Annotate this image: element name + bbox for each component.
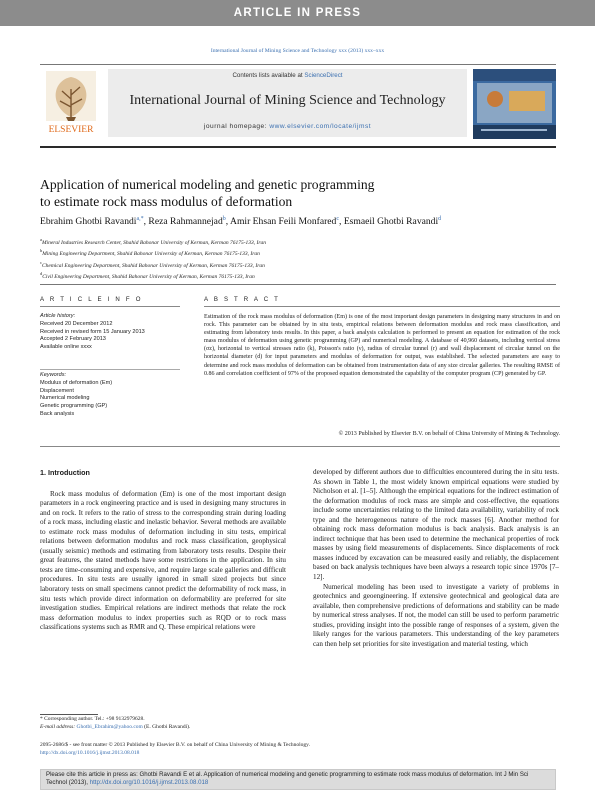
body-column-right xyxy=(313,468,559,649)
affiliation-item: $^b$Mining Engineering Department, Shahid Bahonar University of Kerman, Kerman 76175-133, Iran xyxy=(40,248,260,258)
footnote-rule xyxy=(40,714,98,715)
journal-cover-thumbnail[interactable] xyxy=(473,69,556,139)
affiliation-item: $^c$Chemical Engineering Department, Shahid Bahonar University of Kerman, Kerman 76175-133, Iran xyxy=(40,259,265,269)
journal-citation[interactable]: International Journal of Mining Science and Technology xxx (2013) xxx–xxx xyxy=(210,48,385,54)
homepage-link[interactable]: www.elsevier.com/locate/ijmst xyxy=(269,123,372,130)
abstract-heading-rule xyxy=(204,306,560,307)
author-marks[interactable]: b xyxy=(222,216,226,222)
citation-box xyxy=(40,769,556,790)
affiliation-item: $^d$Civil Engineering Department, Shahid Bahonar University of Kerman, Kerman 76175-133, Iran xyxy=(40,271,255,281)
keywords-label: Keywords: xyxy=(40,372,67,378)
author-name: Ebrahim Ghotbi Ravandi xyxy=(40,216,137,228)
keyword-item: Back analysis xyxy=(40,410,75,417)
sciencedirect-link[interactable]: ScienceDirect xyxy=(304,72,343,79)
affiliation-item: $^a$Mineral Industries Research Center, Shahid Bahonar University of Kerman, Kerman 76175-133, Iran xyxy=(40,237,267,246)
author-marks[interactable]: c xyxy=(336,216,340,222)
contents-line xyxy=(108,72,467,79)
article-title-line: to estimate rock mass modulus of deformation xyxy=(40,194,293,209)
body-column-left xyxy=(40,468,286,633)
author-name: Reza Rahmannejad xyxy=(148,216,223,228)
email-suffix: (E. Ghotbi Ravandi). xyxy=(142,723,191,730)
history-item: Received 20 December 2012 xyxy=(40,320,113,327)
history-item: Available online xxxx xyxy=(40,344,92,351)
email-line xyxy=(40,724,290,732)
corresponding-author-line: * Corresponding author. Tel.: +98 9132979628. xyxy=(40,716,145,722)
publisher-logo-text: ELSEVIER xyxy=(48,125,94,135)
keyword-item: Genetic programming (GP) xyxy=(40,403,108,410)
corresponding-author-footnote xyxy=(40,716,290,731)
article-info-heading: A R T I C L E I N F O xyxy=(40,296,143,303)
keywords-rule xyxy=(40,369,180,370)
issn-block xyxy=(40,742,340,757)
article-history xyxy=(40,313,180,352)
keyword-item: Modulus of deformation (Em) xyxy=(40,379,113,386)
affiliations-bottom-rule xyxy=(40,284,556,285)
body-paragraph: developed by different authors due to difficulties encountered during the in situ tests. As shown in Table 1, the most widely known empirical equations were studied by Nicholson et al. [1–5]. Although the empirical equations for the indirect estimation of the deformation modulus of rock mass are simple and cost-effective, the equations include some uncertainties relating to the limited data availability, variability of rock type and the heterogeneous nature of the rock masses [6]. Another method for obtaining rock mass deformation modulus is back analysis. Back analysis is an indirect technique that has been used to determine the mechanical properties of rock masses by using field measurements of displacements. Since displacements of rock masses induced by excavation can be measured easily and reliably, the displacement based on back analysis techniques have been always a research topic since 1970s [7–12]. xyxy=(313,468,559,582)
abstract-bottom-rule xyxy=(40,446,560,447)
history-label: Article history: xyxy=(40,313,76,319)
keyword-item: Displacement xyxy=(40,387,74,394)
issn-line: 2095-2686/$ - see front matter © 2013 Published by Elsevier B.V. on behalf of China University of Mining & Technology. xyxy=(40,742,310,748)
article-in-press-banner: ARTICLE IN PRESS xyxy=(0,0,595,26)
section-heading: 1. Introduction xyxy=(40,468,90,477)
email-label: E-mail address: xyxy=(40,723,77,730)
abstract-copyright: © 2013 Published by Elsevier B.V. on behalf of China University of Mining & Technology. xyxy=(338,431,560,437)
history-item: Accepted 2 February 2013 xyxy=(40,336,106,343)
header-top-rule xyxy=(40,64,556,65)
doi-link[interactable]: http://dx.doi.org/10.1016/j.ijmst.2013.08.018 xyxy=(40,749,140,756)
abstract-text: Estimation of the rock mass modulus of deformation (Em) is one of the most important design parameters in designing many structures in and on rock. This parameter can be obtained by in situ tests, empirical relations between deformation modulus and rock mass classification, and estimating from laboratory tests results. In this paper, a back analysis calculation is performed to present an equation for estimation of the rock mass modulus of deformation using genetic programming (GP) and numerical modeling. A database of 40,960 datasets, including vertical stress (σz), horizontal to vertical stresses ratio (k), Poisson's ratio (ν), radius of circular tunnel (r) and wall displacement of circular tunnel on the horizontal diameter (d) for input parameters and modulus of deformation for output, was established. The selected parameters are easy to determine and rock mass modulus of deformation can be obtained from instrumentation data of any size circular galleries. The resulting RMSE of 0.86 and correlation coefficient of 97% of the proposed equation demonstrated the capability of the computer program (CP) generated by GP. xyxy=(204,314,560,377)
citation-text: Please cite this article in press as: Ghotbi Ravandi E et al. Application of numerical modeling and genetic programming to estimate rock mass modulus of deformation. Int J Min Sci Technol (2013), xyxy=(46,771,529,787)
keyword-item: Numerical modeling xyxy=(40,395,90,402)
keywords xyxy=(40,372,180,419)
contents-prefix: Contents lists available at xyxy=(232,72,305,79)
author-name: Esmaeil Ghotbi Ravandi xyxy=(343,216,439,228)
article-info-rule xyxy=(40,306,180,307)
email-link[interactable]: Ghotbi_Ebrahim@yahoo.com xyxy=(76,723,143,730)
journal-header xyxy=(40,67,556,141)
journal-title: International Journal of Mining Science and Technology xyxy=(129,93,446,108)
article-title xyxy=(40,176,540,210)
author-list: Ebrahim Ghotbi Ravandi$^{a,*}$, Reza Rahmannejad$^b$, Amir Ehsan Feili Monfared$^c$, Esmaeil Ghotbi Ravandi$^d$ xyxy=(40,216,442,228)
abstract-heading: A B S T R A C T xyxy=(204,296,281,303)
homepage-prefix: journal homepage: xyxy=(203,123,270,130)
author-marks[interactable]: a,* xyxy=(136,216,144,222)
citation-doi-link[interactable]: http://dx.doi.org/10.1016/j.ijmst.2013.08.018 xyxy=(89,779,209,787)
author-name: Amir Ehsan Feili Monfared xyxy=(230,216,337,228)
header-bottom-rule xyxy=(40,146,556,148)
author-marks[interactable]: d xyxy=(438,216,442,222)
affiliations xyxy=(40,236,560,282)
body-paragraph: Numerical modeling has been used to investigate a variety of problems in geotechnics and geoengineering. If extensive geotechnical and geological data are available, then comprehensive predictions of deformations and stability can be made by numerical stress analyses. If not, the model can still be used to perform parametric studies, providing insight into the possible range of responses of a system, given the likely ranges for the various parameters. This understanding of the key parameters can then help set priorities for site investigation and material testing, which xyxy=(313,582,559,648)
article-title-line: Application of numerical modeling and genetic programming xyxy=(40,177,375,192)
elsevier-logo[interactable] xyxy=(40,69,102,137)
body-paragraph: Rock mass modulus of deformation (Em) is one of the most important design parameters in a rock engineering practice and is used in designing many structures in and on rock. It refers to the ratio of stress to the corresponding strain during loading of a rock mass, including elastic and inelastic behavior. Several methods are available to estimate rock mass modulus of deformation including in situ tests, empirical relations between deformation modulus and rock mass classification, geophysical (usually seismic) methods and estimating from laboratory tests results. Despite their great features, the stated methods have some restrictions in the application. In situ tests are time-consuming and expensive, and require large scale galleries and difficult procedures. In situ tests are usually ignored in small sized projects but since laboratory tests on small specimens cannot predict the deformability of rock mass, in situ tests which provide direct information on deformability are preferred for site investigation studies. Empirical relations are indirect methods that relate the rock mass deformation modulus to index properties such as RQD or to rock mass classifications systems such as RMR and Q. These empirical relations were xyxy=(40,489,286,632)
history-item: Received in revised form 15 January 2013 xyxy=(40,328,145,335)
journal-homepage-line xyxy=(108,123,467,130)
